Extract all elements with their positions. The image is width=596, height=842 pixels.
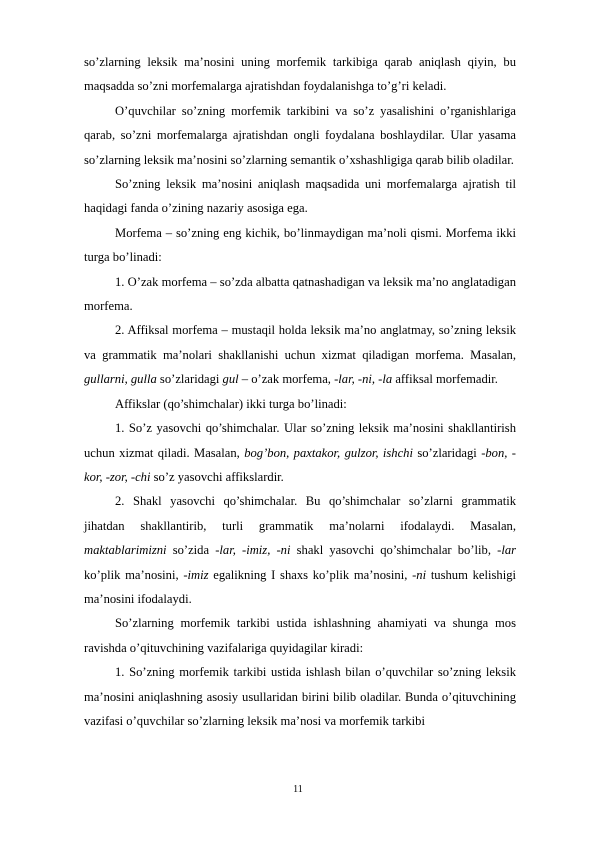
text-run: 2. Affiksal morfema – mustaqil holda leksik ma’no anglatmay, so’zning leksik va grammatik ma’nolari shakllanishi uchun xizmat qiladigan morfema. Masalan, [84, 323, 516, 362]
text-run: Affikslar (qo’shimchalar) ikki turga bo’linadi: [115, 396, 347, 411]
paragraph [84, 660, 516, 733]
text-run: – o’zak morfema, [238, 372, 335, 387]
text-run: 2. Shakl yasovchi qo’shimchalar. Bu qo’shimchalar so’zlarni grammatik jihatdan shakllantirib, turli grammatik ma’nolarni ifodalaydi. Masalan, [84, 494, 516, 533]
italic-text: gullarni, gulla [84, 372, 157, 387]
text-run: 1. So’zning morfemik tarkibi ustida ishlash bilan o’quvchilar so’zning leksik ma’nosini aniqlashning asosiy usullaridan birini bilib oladilar. Bunda o’qituvchining vazifasi o’quvchilar so’zlarning leksik ma’nosi va morfemik tarkibi [84, 665, 516, 728]
paragraph [84, 318, 516, 391]
text-run: 1. So’z yasovchi qo’shimchalar. Ular so’zning leksik ma’nosini shakllantirish uchun xizmat qiladi. Masalan, [84, 421, 516, 460]
text-run: shakl yasovchi qo’shimchalar bo’lib, [290, 543, 498, 558]
paragraph [84, 172, 516, 221]
text-run: 1. O’zak morfema – so’zda albatta qatnashadigan va leksik ma’no anglatadigan morfema. [84, 274, 516, 314]
text-run: Morfema – so’zning eng kichik, bo’linmaydigan ma’noli qismi. Morfema ikki turga bo’linadi: [84, 225, 516, 265]
paragraph [84, 270, 516, 319]
text-run: affiksal morfemadir. [392, 372, 498, 387]
text-run: so’zlarning leksik ma’nosini uning morfemik tarkibiga qarab aniqlash qiyin, bu maqsadda so’zni morfemalarga ajratishdan foydalanishga to’g’ri keladi. [84, 55, 516, 94]
text-run: egalikning I shaxs ko’plik ma’nosini, [208, 567, 413, 582]
text-run: So’zlarning morfemik tarkibi ustida ishlashning ahamiyati va shunga mos ravishda o’qituvchining vazifalariga quyidagilar kiradi: [84, 616, 516, 655]
paragraph [84, 99, 516, 172]
text-run: tushum kelishigi ma’nosini ifodalaydi. [84, 567, 516, 606]
paragraph [84, 50, 516, 99]
italic-text: maktablarimizni [84, 543, 167, 558]
italic-text: -bon, -kor, -zor, -chi [84, 445, 516, 484]
text-run: ko’plik ma’nosini, [84, 567, 184, 582]
text-run: so’zida [166, 543, 216, 558]
italic-text: -imiz [183, 567, 209, 582]
italic-text: -lar [497, 543, 517, 558]
paragraph [84, 611, 516, 660]
paragraph [84, 221, 516, 270]
paragraph [84, 392, 516, 416]
text-run: So’zning leksik ma’nosini aniqlash maqsadida uni morfemalarga ajratish til haqidagi fanda o’zining nazariy asosiga ega. [84, 177, 516, 216]
italic-text: -lar, -imiz, -ni [215, 543, 291, 558]
page-number: 11 [293, 784, 303, 795]
text-run: O’quvchilar so’zning morfemik tarkibini va so’z yasalishini o’rganishlariga qarab, so’zni morfemalarga ajratishdan ongli foydalana boshlaydilar. Ular yasama so’zlarning leksik ma’nosini so’zlarning semantik o’xshashligiga qarab bilib oladilar. [84, 103, 516, 167]
text-run: so’z yasovchi affikslardir. [150, 469, 284, 484]
paragraph [84, 416, 516, 489]
italic-text: gul [222, 372, 239, 387]
italic-text: bog’bon, paxtakor, gulzor, ishchi [244, 445, 413, 460]
paragraph [84, 489, 516, 611]
italic-text: -ni [412, 567, 427, 582]
text-run: so’zlaridagi [156, 372, 223, 387]
body-text [84, 50, 516, 733]
text-run: so’zlaridagi [412, 445, 482, 460]
italic-text: -lar, -ni, -la [334, 372, 393, 387]
